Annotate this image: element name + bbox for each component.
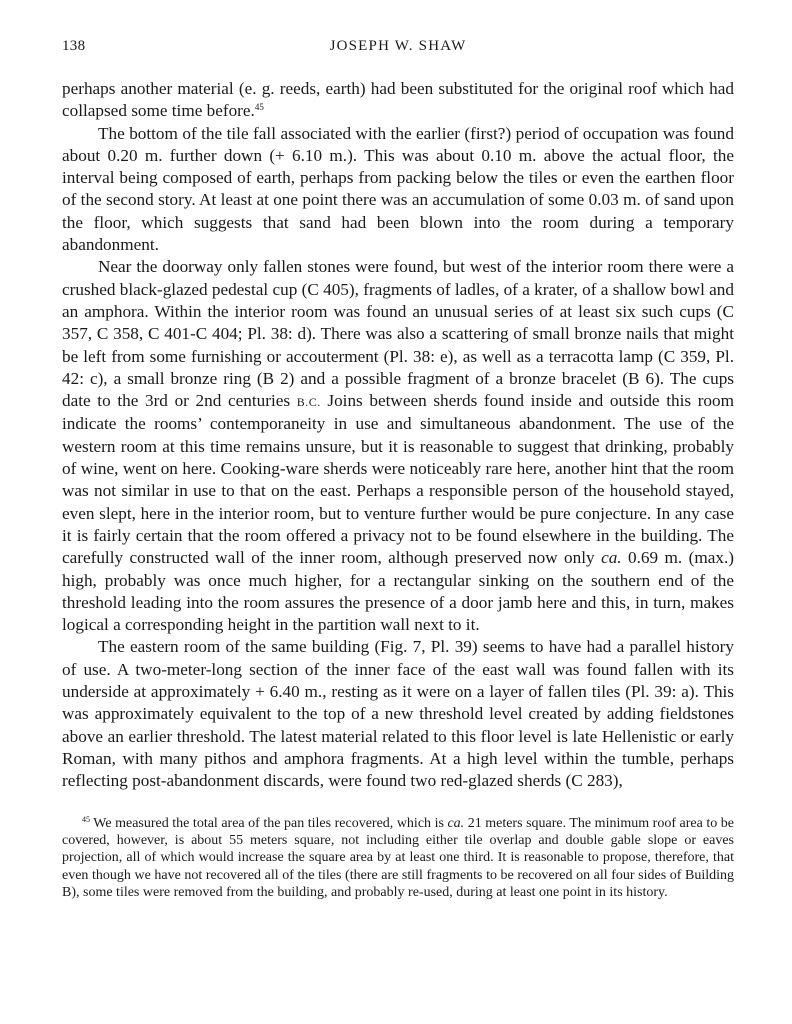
footnote-ref-45[interactable]: 45: [254, 102, 264, 113]
paragraph-1: [62, 78, 734, 123]
body-text: [62, 78, 734, 793]
footnotes: [62, 815, 734, 902]
page-number: 138: [62, 38, 86, 54]
page: [62, 38, 734, 902]
running-head-author: JOSEPH W. SHAW: [329, 38, 467, 54]
paragraph-1-text: perhaps another material (e. g. reeds, earth) had been substituted for the original roof which had collapsed some time before.: [62, 79, 734, 121]
paragraph-3: [62, 256, 734, 636]
running-header: [62, 38, 734, 64]
era-abbreviation: B.C.: [296, 395, 321, 410]
paragraph-2: The bottom of the tile fall associated with the earlier (first?) period of occupation was found about 0.20 m. further down (+ 6.10 m.). This was about 0.10 m. above the actual floor, the interval being composed of earth, perhaps from packing below the tiles or even the earthen floor of the second story. At least at one point there was an accumulation of some 0.03 m. of sand upon the floor, which suggests that sand had been blown into the room during a temporary abandonment.: [62, 123, 734, 255]
footnote-number: 45: [82, 814, 90, 824]
footnote-part-a: We measured the total area of the pan tiles recovered, which is: [90, 815, 448, 831]
footnote-part-b: 21 meters square. The minimum roof area to be covered, however, is about 55 meters square, not including either tile overlap and double gable slope or eaves projection, all of which would increase the square area by at least one third. It is reasonable to propose, therefore, that even though we have not recovered all of the tiles (there are still fragments to be recovered on all four sides of Building B), some tiles were removed from the building, and probably re-used, during at least one point in its history.: [62, 815, 734, 901]
footnote-circa: ca.: [447, 815, 465, 831]
paragraph-3-part-a: Near the doorway only fallen stones were found, but west of the interior room there were a crushed black-glazed pedestal cup (C 405), fragments of ladles, of a krater, of a shallow bowl and an amphora. Within the interior room was found an unusual series of at least six such cups (C 357, C 358, C 401-C 404; Pl. 38: d). There was also a scattering of small bronze nails that might be left from some furnishing or accouterment (Pl. 38: e), as well as a terracotta lamp (C 359, Pl. 42: c), a small bronze ring (B 2) and a possible fragment of a bronze bracelet (B 6). The cups date to the 3rd or 2nd centuries: [62, 257, 734, 411]
paragraph-3-part-b: Joins between sherds found inside and outside this room indicate the rooms’ contemporaneity in use and simultaneous abandonment. The use of the western room at this time remains unsure, but it is reasonable to suggest that drinking, probably of wine, went on here. Cooking-ware sherds were noticeably rare here, another hint that the room was not similar in use to that on the east. Perhaps a responsible person of the household stayed, even slept, here in the interior room, but to venture further would be pure conjecture. In any case it is fairly certain that the room offered a privacy not to be found elsewhere in the building. The carefully constructed wall of the inner room, although preserved now only: [62, 391, 734, 568]
paragraph-4: The eastern room of the same building (Fig. 7, Pl. 39) seems to have had a parallel history of use. A two-meter-long section of the inner face of the east wall was found fallen with its underside at approximately + 6.40 m., resting as it were on a layer of fallen tiles (Pl. 39: a). This was approximately equivalent to the top of a new threshold level created by adding fieldstones above an earlier threshold. The latest material related to this floor level is late Hellenistic or early Roman, with many pithos and amphora fragments. At a high level within the tumble, perhaps reflecting post-abandonment discards, were found two red-glazed sherds (C 283),: [62, 637, 734, 791]
circa-abbreviation: ca.: [601, 548, 622, 568]
paragraph-3-part-c: 0.69 m. (max.) high, probably was once much higher, for a rectangular sinking on the southern end of the threshold leading into the room assures the presence of a door jamb here and this, in turn, makes logical a corresponding height in the partition wall next to it.: [62, 548, 734, 635]
footnote-45: [62, 815, 734, 902]
